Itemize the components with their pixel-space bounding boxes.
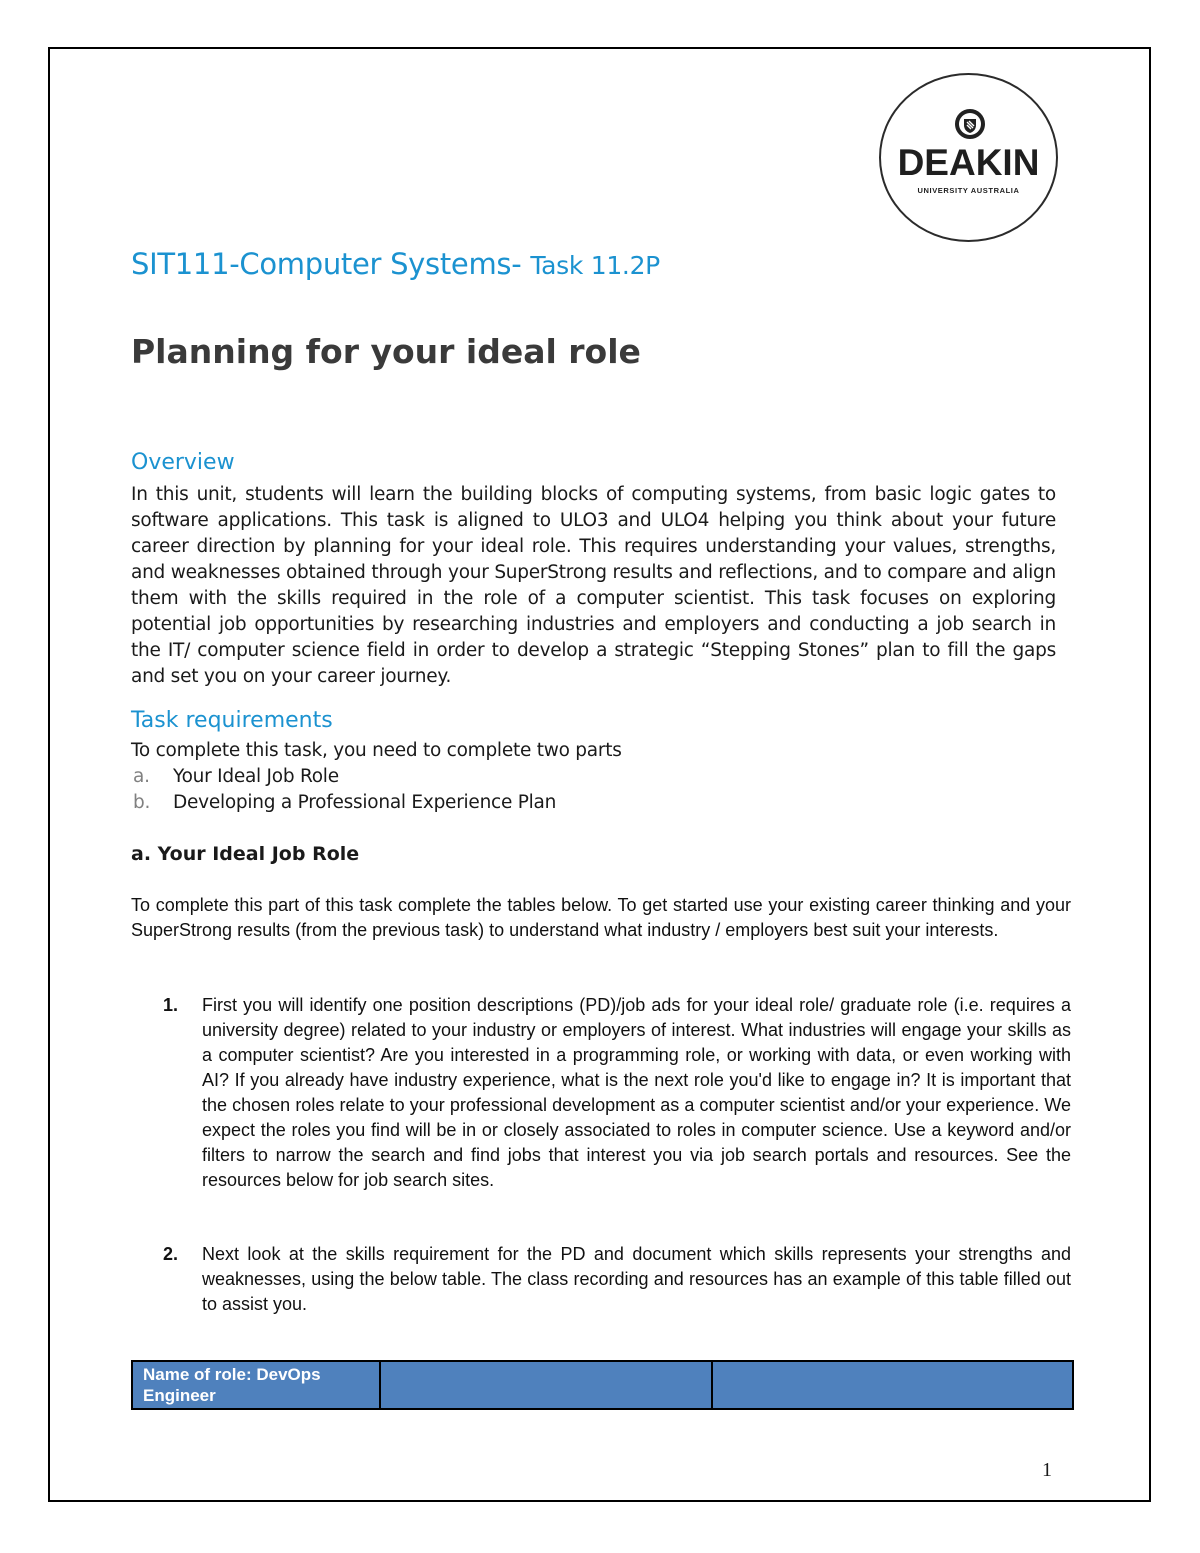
logo-subtitle: UNIVERSITY AUSTRALIA bbox=[917, 186, 1020, 195]
table-cell bbox=[380, 1361, 712, 1409]
task-requirements-heading: Task requirements bbox=[131, 708, 333, 733]
document-title: Planning for your ideal role bbox=[131, 332, 641, 371]
overview-heading: Overview bbox=[131, 450, 235, 475]
list-marker: b. bbox=[133, 792, 151, 813]
step-number: 2. bbox=[163, 1244, 179, 1264]
step-text: Next look at the skills requirement for the PD and document which skills represents your strengths and weaknesses, using the below table. The class recording and resources has an example of this table filled out to assist you. bbox=[202, 1244, 1071, 1314]
table-row bbox=[132, 1361, 1073, 1409]
part-a-intro: To complete this part of this task complete the tables below. To get started use your existing career thinking and your SuperStrong results (from the previous task) to understand what industry / employers best suit your interests. bbox=[131, 895, 1071, 940]
list-item bbox=[133, 766, 339, 787]
list-item bbox=[133, 792, 556, 813]
step-item bbox=[163, 993, 1071, 1193]
crest-icon bbox=[955, 109, 985, 139]
task-requirements-intro: To complete this task, you need to complete two parts bbox=[131, 740, 622, 761]
task-label: Task 11.2P bbox=[530, 251, 660, 280]
list-marker: a. bbox=[133, 766, 150, 787]
role-table bbox=[131, 1360, 1074, 1410]
role-name-cell: Name of role: DevOps Engineer bbox=[132, 1361, 380, 1409]
part-a-heading: a. Your Ideal Job Role bbox=[131, 843, 360, 865]
unit-name: SIT111-Computer Systems- bbox=[131, 247, 531, 281]
page-number: 1 bbox=[1042, 1459, 1052, 1481]
list-item-label: Developing a Professional Experience Plan bbox=[173, 792, 557, 813]
step-text: First you will identify one position descriptions (PD)/job ads for your ideal role/ graduate role (i.e. requires a university degree) related to your industry or employers of interest. What industries will engage your skills as a computer scientist? Are you interested in a programming role, or working with data, or even working with AI? If you already have industry experience, what is the next role you'd like to engage in? It is important that the chosen roles relate to your professional development as a computer scientist and/or your experience. We expect the roles you find will be in or closely associated to roles in computer science. Use a keyword and/or filters to narrow the search and find jobs that interest you via job search portals and resources. See the resources below for job search sites. bbox=[202, 995, 1071, 1190]
table-cell bbox=[712, 1361, 1073, 1409]
overview-text: In this unit, students will learn the building blocks of computing systems, from basic logic gates to software applications. This task is aligned to ULO3 and ULO4 helping you think about your future career direction by planning for your ideal role. This requires understanding your values, strengths, and weaknesses obtained through your SuperStrong results and reflections, and to compare and align them with the skills required in the role of a computer scientist. This task focuses on exploring potential job opportunities by researching industries and employers and conducting a job search in the IT/ computer science field in order to develop a strategic “Stepping Stones” plan to fill the gaps and set you on your career journey. bbox=[131, 484, 1056, 687]
logo-wordmark: DEAKIN bbox=[897, 142, 1040, 183]
list-item-label: Your Ideal Job Role bbox=[173, 766, 339, 787]
unit-title bbox=[131, 247, 660, 281]
step-number: 1. bbox=[163, 995, 179, 1015]
deakin-logo bbox=[879, 73, 1058, 242]
step-item bbox=[163, 1242, 1071, 1317]
